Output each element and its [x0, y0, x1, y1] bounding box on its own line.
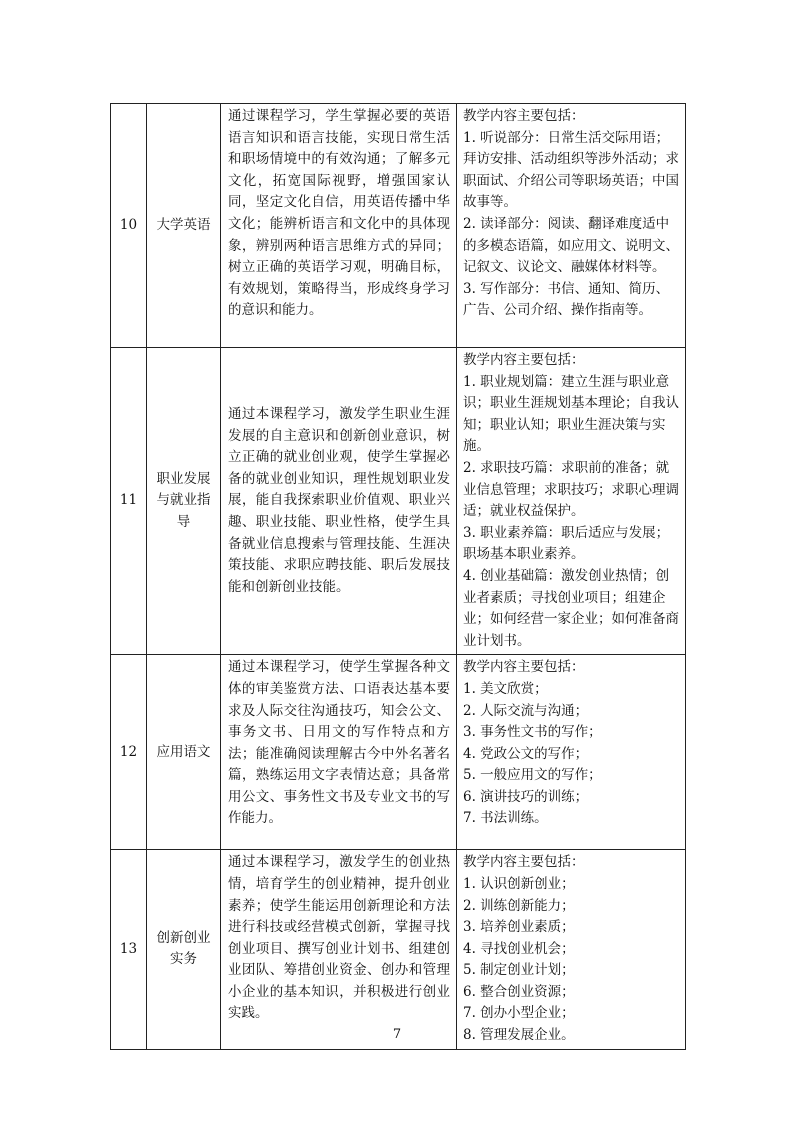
content-line: 6. 整合创业资源；	[463, 983, 575, 1000]
content-line: 1. 认识创新创业；	[463, 875, 575, 892]
course-content	[457, 104, 686, 348]
content-line: 1. 听说部分：日常生活交际用语；拜访安排、活动组织等涉外活动；求职面试、介绍公司等职场英语；中国故事等。	[463, 129, 679, 211]
course-name: 职业发展与就业指导	[147, 348, 221, 655]
row-number: 13	[111, 850, 147, 1049]
course-table	[110, 103, 686, 1050]
content-line: 3. 写作部分：书信、通知、简历、广告、公司介绍、操作指南等。	[463, 280, 670, 319]
content-line: 教学内容主要包括：	[463, 352, 585, 368]
course-name: 应用语文	[147, 655, 221, 850]
content-line: 3. 职业素养篇：职后适应与发展；职场基本职业素养。	[463, 524, 670, 563]
content-line: 7. 创办小型企业；	[463, 1005, 575, 1022]
table-row	[111, 850, 686, 1049]
content-line: 1. 职业规划篇：建立生涯与职业意识；职业生涯规划基本理论；自我认知；职业认知；职业生涯决策与实施。	[463, 373, 679, 455]
content-line: 2. 训练创新能力；	[463, 897, 575, 914]
course-goal: 通过本课程学习，激发学生的创业热情，培育学生的创业精神，提升创业素养；使学生能运用创新理论和方法进行科技或经营模式创新，掌握寻找创业项目、撰写创业计划书、组建创业团队、筹措创业资金、创办和管理小企业的基本知识，并积极进行创业实践。	[221, 850, 457, 1049]
course-content	[457, 850, 686, 1049]
content-line: 5. 制定创业计划；	[463, 962, 575, 979]
content-line: 7. 书法训练。	[463, 810, 548, 827]
course-name: 大学英语	[147, 104, 221, 348]
page-number: 7	[392, 1027, 402, 1042]
content-line: 8. 管理发展企业。	[463, 1027, 575, 1044]
course-name: 创新创业实务	[147, 850, 221, 1049]
content-line: 4. 寻找创业机会；	[463, 940, 575, 957]
content-line: 2. 读译部分：阅读、翻译难度适中的多模态语篇，如应用文、说明文、记叙文、议论文、融媒体材料等。	[463, 215, 679, 276]
course-goal: 通过课程学习，学生掌握必要的英语语言知识和语言技能，实现日常生活和职场情境中的有效沟通；了解多元文化，拓宽国际视野，增强国家认同，坚定文化自信，用英语传播中华文化；能辨析语言和文化中的具体现象，辨别两种语言思维方式的异同；树立正确的英语学习观，明确目标，有效规划，策略得当，形成终身学习的意识和能力。	[221, 104, 457, 348]
content-line: 教学内容主要包括：	[463, 659, 585, 676]
course-goal: 通过本课程学习，使学生掌握各种文体的审美鉴赏方法、口语表达基本要求及人际交往沟通技巧，知会公文、事务文书、日用文的写作特点和方法；能准确阅读理解古今中外名著名篇，熟练运用文字表情达意；具备常用公文、事务性文书及专业文书的写作能力。	[221, 655, 457, 850]
row-number: 11	[111, 348, 147, 655]
table-row	[111, 655, 686, 850]
content-line: 教学内容主要包括：	[463, 854, 585, 871]
content-line: 6. 演讲技巧的训练；	[463, 788, 589, 805]
content-line: 1. 美文欣赏；	[463, 680, 548, 697]
content-line: 4. 创业基础篇：激发创业热情；创业者素质；寻找创业项目；组建企业；如何经营一家企业；如何准备商业计划书。	[463, 567, 679, 649]
row-number: 12	[111, 655, 147, 850]
course-content	[457, 655, 686, 850]
course-content	[457, 348, 686, 655]
content-line: 教学内容主要包括：	[463, 108, 585, 124]
row-number: 10	[111, 104, 147, 348]
content-line: 4. 党政公文的写作；	[463, 745, 589, 762]
content-line: 5. 一般应用文的写作；	[463, 767, 602, 784]
content-line: 2. 人际交流与沟通；	[463, 702, 589, 719]
table-row	[111, 104, 686, 348]
course-goal: 通过本课程学习，激发学生职业生涯发展的自主意识和创新创业意识，树立正确的就业创业观，使学生掌握必备的就业创业知识，理性规划职业发展，能自我探索职业价值观、职业兴趣、职业技能、职业性格，使学生具备就业信息搜索与管理技能、生涯决策技能、求职应聘技能、职后发展技能和创新创业技能。	[221, 348, 457, 655]
content-line: 2. 求职技巧篇：求职前的准备；就业信息管理；求职技巧；求职心理调适；就业权益保护。	[463, 459, 679, 520]
table-row	[111, 348, 686, 655]
content-line: 3. 培养创业素质；	[463, 919, 575, 936]
content-line: 3. 事务性文书的写作；	[463, 724, 602, 741]
